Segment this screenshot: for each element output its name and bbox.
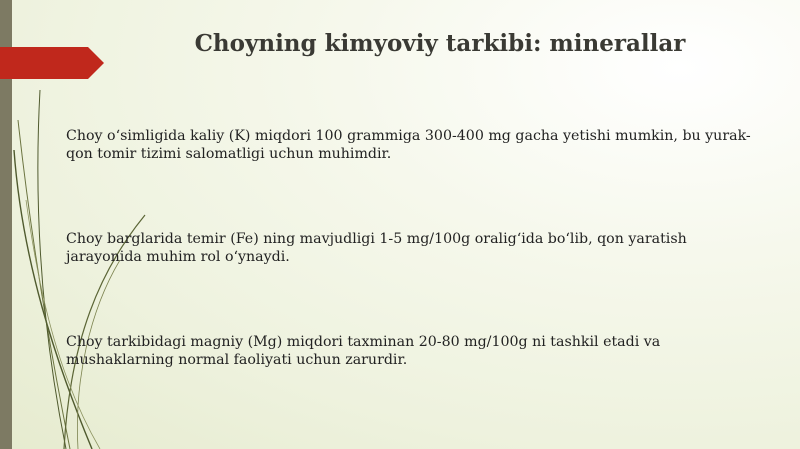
slide-title: Choyning kimyoviy tarkibi: minerallar: [194, 30, 686, 57]
paragraph-iron: Choy barglarida temir (Fe) ning mavjudligi 1-5 mg/100g oralig‘ida bo‘lib, qon yaratish jarayonida muhim rol o‘ynaydi.: [66, 231, 687, 265]
paragraph-potassium: Choy o‘simligida kaliy (K) miqdori 100 grammiga 300-400 mg gacha yetishi mumkin, bu yurak-qon tomir tizimi salomatligi uchun muhimdir.: [66, 128, 751, 162]
red-tab-arrow: [0, 47, 104, 79]
paragraph-magnesium: Choy tarkibidagi magniy (Mg) miqdori taxminan 20-80 mg/100g ni tashkil etadi va mushaklarning normal faoliyati uchun zarurdir.: [66, 334, 661, 368]
